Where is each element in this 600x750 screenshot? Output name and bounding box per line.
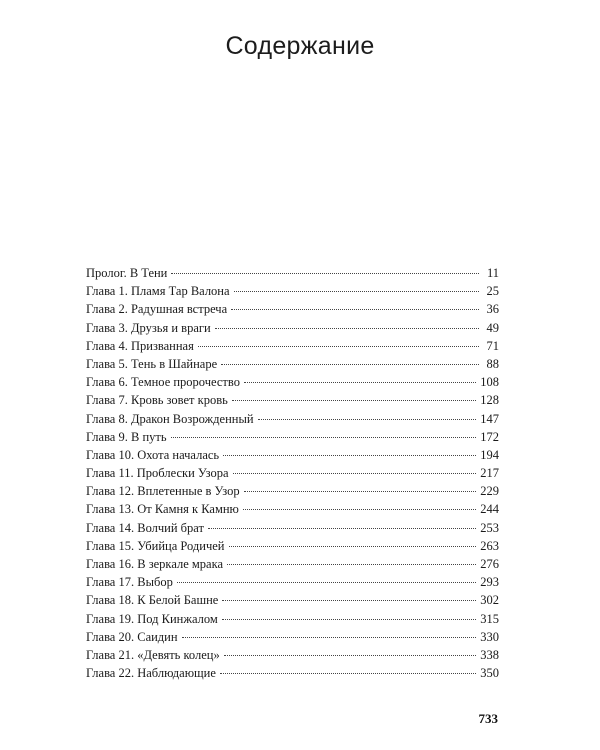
- toc-entry: [86, 391, 499, 409]
- toc-entry: [86, 591, 499, 609]
- toc-entry: [86, 500, 499, 518]
- toc-entry-page: 229: [480, 484, 499, 499]
- toc-entry-page: 11: [486, 266, 499, 280]
- toc-entry: [86, 373, 499, 391]
- toc-entry-page: 25: [486, 284, 499, 299]
- toc-entry-label: Глава 12. Вплетенные в Узор: [86, 484, 240, 499]
- toc-entry: [86, 428, 499, 446]
- toc-entry-label: Пролог. В Тени: [86, 266, 168, 280]
- toc-dot-leader: [223, 454, 476, 456]
- toc-entry-label: Глава 4. Призванная: [86, 338, 194, 353]
- toc-entry-label: Глава 15. Убийца Родичей: [86, 538, 225, 553]
- toc-entry-page: 330: [480, 629, 499, 644]
- toc-entry-label: Глава 21. «Девять колец»: [86, 647, 220, 662]
- toc-entry-label: Глава 8. Дракон Возрожденный: [86, 411, 254, 426]
- toc-entry: [86, 355, 499, 373]
- toc-entry-page: 147: [480, 411, 499, 426]
- toc-entry-label: Глава 13. От Камня к Камню: [86, 502, 239, 517]
- toc-entry-label: Глава 9. В путь: [86, 429, 167, 444]
- toc-entry-label: Глава 18. К Белой Башне: [86, 593, 219, 608]
- toc-dot-leader: [171, 272, 479, 274]
- toc-entry-label: Глава 19. Под Кинжалом: [86, 611, 218, 626]
- page-number: 733: [478, 711, 498, 726]
- toc-entry-label: Глава 17. Выбор: [86, 575, 173, 590]
- toc-dot-leader: [244, 381, 476, 383]
- toc-entry-page: 49: [486, 320, 499, 335]
- table-of-contents: [86, 264, 499, 682]
- toc-dot-leader: [198, 345, 479, 347]
- toc-entry: [86, 628, 499, 646]
- toc-dot-leader: [234, 290, 479, 292]
- toc-entry-page: 293: [480, 575, 499, 590]
- toc-entry-label: Глава 10. Охота началась: [86, 447, 220, 462]
- toc-dot-leader: [244, 490, 477, 492]
- toc-entry-page: 217: [480, 466, 499, 481]
- toc-entry-page: 263: [480, 538, 499, 553]
- toc-dot-leader: [171, 436, 477, 438]
- toc-entry-label: Глава 3. Друзья и враги: [86, 320, 211, 335]
- toc-dot-leader: [220, 672, 476, 674]
- toc-entry: [86, 300, 499, 318]
- toc-dot-leader: [243, 508, 476, 510]
- toc-entry-label: Глава 22. Наблюдающие: [86, 666, 216, 681]
- toc-dot-leader: [215, 327, 479, 329]
- toc-entry: [86, 282, 499, 300]
- toc-entry-label: Глава 5. Тень в Шайнаре: [86, 356, 218, 371]
- toc-entry-page: 350: [480, 666, 499, 681]
- toc-entry-page: 88: [486, 356, 499, 371]
- page-title: Содержание: [225, 32, 375, 60]
- toc-dot-leader: [229, 545, 477, 547]
- toc-entry: [86, 337, 499, 355]
- toc-entry-label: Глава 16. В зеркале мрака: [86, 557, 224, 571]
- toc-entry-page: 128: [480, 393, 499, 408]
- toc-entry-page: 194: [480, 447, 499, 462]
- toc-entry-page: 253: [480, 520, 499, 535]
- toc-entry-label: Глава 11. Проблески Узора: [86, 466, 229, 481]
- toc-entry-page: 315: [480, 611, 499, 626]
- toc-entry: [86, 537, 499, 555]
- toc-dot-leader: [222, 618, 476, 620]
- toc-entry: [86, 264, 499, 282]
- toc-dot-leader: [231, 308, 479, 310]
- toc-entry-page: 108: [480, 375, 499, 390]
- toc-dot-leader: [227, 563, 476, 565]
- toc-entry: [86, 555, 499, 573]
- toc-entry: [86, 664, 499, 682]
- toc-entry: [86, 573, 499, 591]
- toc-entry: [86, 319, 499, 337]
- toc-dot-leader: [222, 599, 476, 601]
- toc-dot-leader: [258, 418, 477, 420]
- toc-dot-leader: [182, 636, 477, 638]
- toc-entry-label: Глава 20. Саидин: [86, 629, 178, 644]
- toc-entry: [86, 410, 499, 428]
- toc-entry: [86, 519, 499, 537]
- toc-dot-leader: [177, 581, 476, 583]
- toc-entry-label: Глава 1. Пламя Тар Валона: [86, 284, 230, 299]
- toc-entry-label: Глава 14. Волчий брат: [86, 520, 204, 535]
- toc-entry: [86, 610, 499, 628]
- toc-entry-page: 71: [486, 338, 499, 353]
- toc-entry: [86, 482, 499, 500]
- toc-entry-page: 244: [480, 502, 499, 517]
- toc-entry-label: Глава 6. Темное пророчество: [86, 375, 240, 390]
- toc-dot-leader: [221, 363, 479, 365]
- toc-entry: [86, 646, 499, 664]
- toc-entry-label: Глава 7. Кровь зовет кровь: [86, 393, 228, 408]
- toc-dot-leader: [232, 399, 476, 401]
- toc-entry-label: Глава 2. Радушная встреча: [86, 302, 228, 317]
- toc-dot-leader: [208, 527, 476, 529]
- toc-entry: [86, 464, 499, 482]
- toc-entry-page: 172: [480, 429, 499, 444]
- toc-dot-leader: [233, 472, 477, 474]
- toc-entry-page: 338: [480, 647, 499, 662]
- toc-entry: [86, 446, 499, 464]
- toc-entry-page: 302: [480, 593, 499, 608]
- toc-entry-page: 276: [480, 557, 499, 571]
- toc-entry-page: 36: [486, 302, 499, 317]
- toc-dot-leader: [224, 654, 477, 656]
